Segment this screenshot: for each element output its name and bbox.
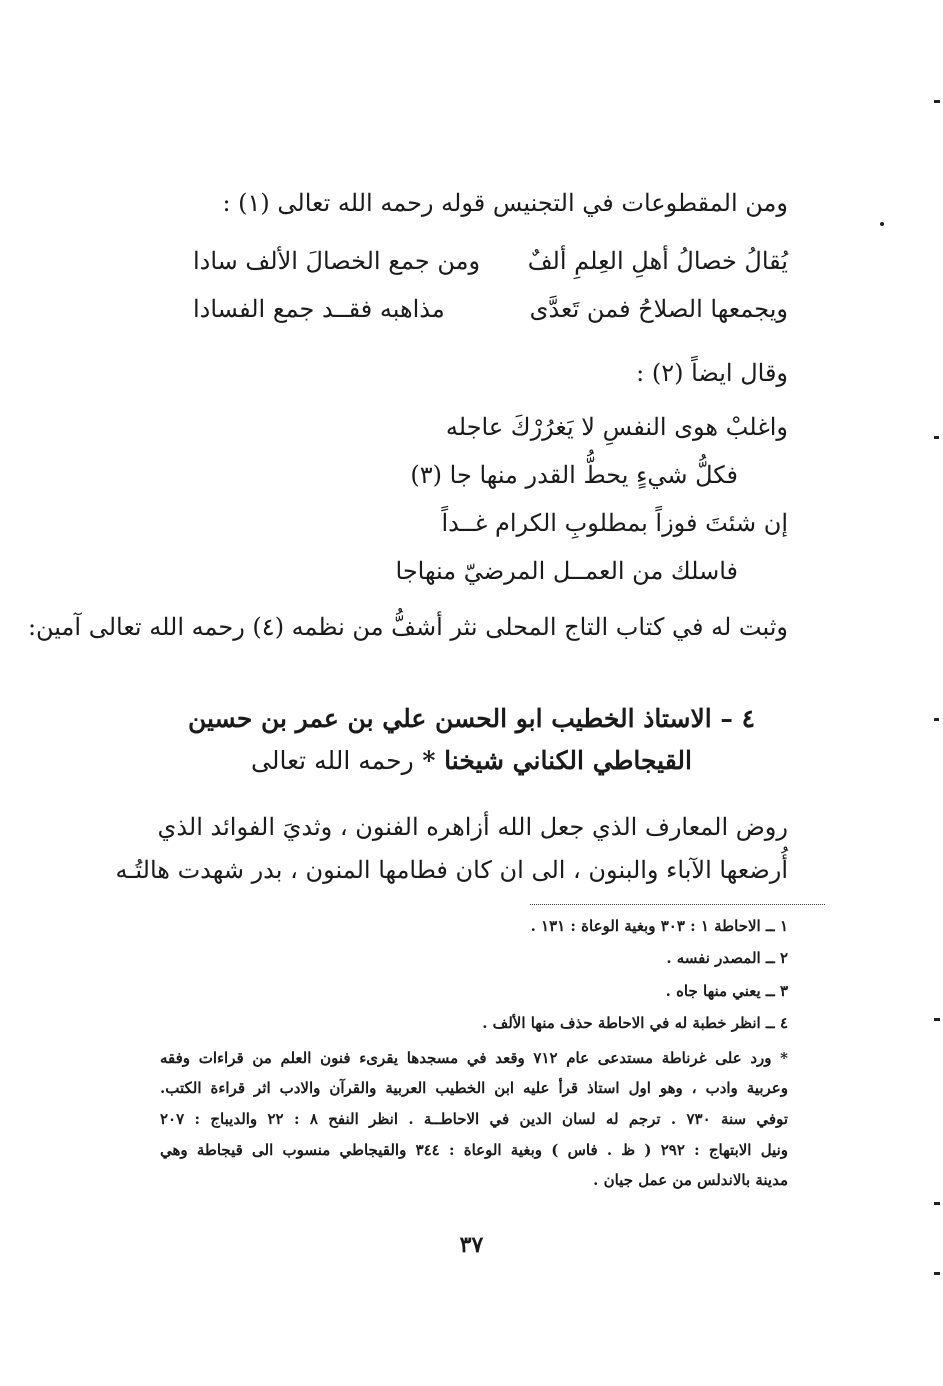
poem2-line3: إن شئتَ فوزاً بمطلوبِ الكرام غــداً xyxy=(441,509,788,537)
scan-mark-2 xyxy=(880,222,884,226)
section-title-line2 xyxy=(0,745,943,777)
biography-note-line2: وعربية وادب ، وهو اول استاذ قرأ عليه ابن الخطيب العربية والقرآن والادب اثر قراءة الكتب. xyxy=(160,1079,788,1097)
scan-mark-6 xyxy=(934,1202,940,1205)
closing-line: وثبت له في كتاب التاج المحلى نثر أشفُّ من نظمه (٤) رحمه الله تعالى آمين: xyxy=(27,613,788,641)
footnote-1: ١ ــ الاحاطة ١ : ٣٠٣ وبغية الوعاة : ١٣١ . xyxy=(530,917,788,935)
poem2-line1: واغلبْ هوى النفسِ لا يَغرُرْكَ عاجله xyxy=(445,413,788,441)
biography-note-line4: ونيل الابتهاج : ٢٩٢ ( ظ . فاس ) وبغية الوعاة : ٣٤٤ والقيجاطي منسوب الى قيجاطة وهي xyxy=(160,1141,788,1159)
scan-mark-3 xyxy=(934,436,939,439)
footnote-3: ٣ ــ يعني منها جاه . xyxy=(665,982,788,1000)
section-title-line1: ٤ – الاستاذ الخطيب ابو الحسن علي بن عمر بن حسين xyxy=(187,704,756,733)
footnote-4: ٤ ــ انظر خطبة له في الاحاطة حذف منها الألف . xyxy=(482,1014,788,1032)
second-intro-line: وقال ايضاً (٢) : xyxy=(636,359,788,387)
section-body-line1: روض المعارف الذي جعل الله أزاهره الفنون ، وثديَ الفوائد الذي xyxy=(157,813,788,841)
intro-line: ومن المقطوعات في التجنيس قوله رحمه الله تعالى (١) : xyxy=(222,189,788,217)
biography-note-line1: * ورد على غرناطة مستدعى عام ٧١٢ وقعد في مسجدها يقرىء فنون العلم من قراءات وفقه xyxy=(160,1049,789,1067)
biography-note-line3: توفي سنة ٧٣٠ . ترجم له لسان الدين في الاحاطــة . انظر النفح ٨ : ٢٢ والديباج : ٢٠٧ xyxy=(160,1110,789,1128)
section-title-line2-plain: رحمه الله تعالى xyxy=(251,746,414,775)
scan-mark-5 xyxy=(934,1018,940,1021)
footnote-separator xyxy=(530,904,825,905)
poem1-line2-left: مذاهبه فقــد جمع الفسادا xyxy=(193,295,445,323)
poem1-line1-left: ومن جمع الخصالَ الألف سادا xyxy=(193,247,481,275)
poem1-line1-right: يُقالُ خصالُ أهلِ العِلمِ ألفٌ xyxy=(527,247,788,275)
scan-mark-7 xyxy=(934,1272,940,1275)
footnote-2: ٢ ــ المصدر نفسه . xyxy=(666,949,788,967)
poem1-line2-right: ويجمعها الصلاحُ فمن تَعدَّى xyxy=(529,295,788,323)
poem2-line2: فكلُّ شيءٍ يحطُّ القدر منها جا (٣) xyxy=(410,461,738,489)
section-title-line2-bold: القيجاطي الكناني شيخنا * xyxy=(422,746,692,775)
page-number: ٣٧ xyxy=(459,1232,484,1258)
scan-mark-4 xyxy=(934,718,939,721)
section-body-line2: أُرضعها الآباء والبنون ، الى ان كان فطامها المنون ، بدر شهدت هالتُـه xyxy=(115,856,788,884)
poem2-line4: فاسلك من العمــل المرضيّ منهاجا xyxy=(395,557,738,585)
scan-mark-1 xyxy=(934,100,940,103)
biography-note-line5: مدينة بالاندلس من عمل جيان . xyxy=(593,1171,788,1189)
